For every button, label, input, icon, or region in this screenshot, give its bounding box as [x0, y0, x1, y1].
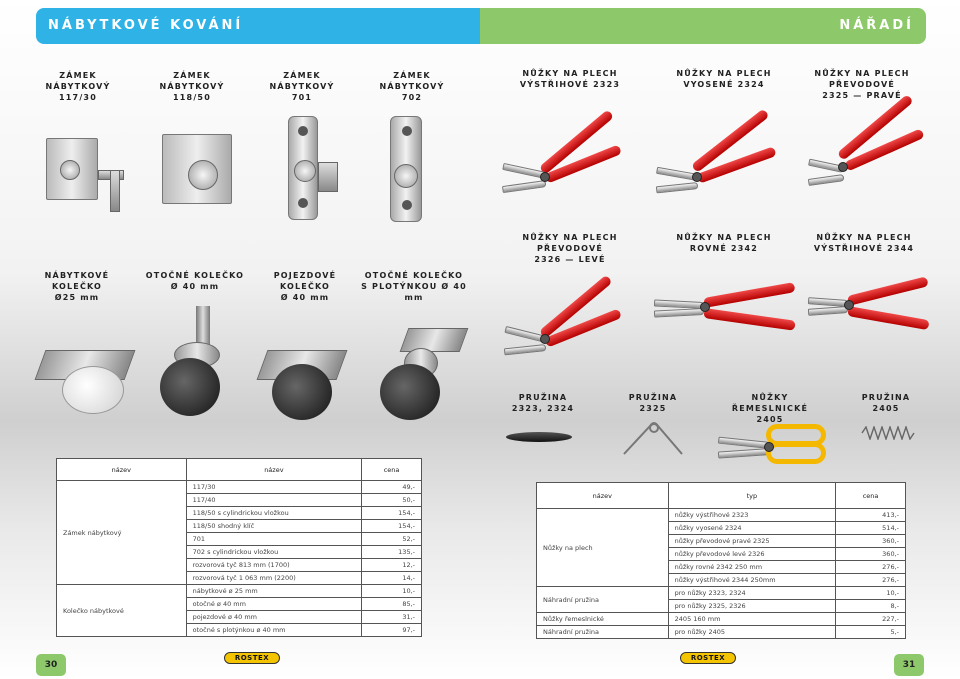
header-name: název	[537, 483, 669, 509]
shear-2324-image	[652, 108, 792, 198]
label-shear-2325: NŮŽKY NA PLECH PŘEVODOVÉ 2325 — PRAVÉ	[814, 69, 910, 100]
label-shear-2324: NŮŽKY NA PLECH VYOSENÉ 2324	[676, 69, 772, 89]
spring-2405-image	[860, 426, 916, 440]
header-subname: název	[186, 459, 361, 481]
table-row	[537, 613, 906, 626]
row-price: 12,-	[362, 559, 422, 572]
row-price: 154,-	[362, 507, 422, 520]
label-shear-2344: NŮŽKY NA PLECH VÝSTŘIHOVÉ 2344	[813, 233, 915, 253]
row-price: 276,-	[836, 574, 906, 587]
row-price: 360,-	[836, 548, 906, 561]
row-type: nůžky převodové levé 2326	[668, 548, 835, 561]
row-type: 2405 160 mm	[668, 613, 835, 626]
label-spring-2325: PRUŽINA 2325	[628, 393, 678, 413]
label-shear-2323: NŮŽKY NA PLECH VÝSTŘIHOVÉ 2323	[519, 69, 621, 89]
row-name: nábytkové ø 25 mm	[186, 585, 361, 598]
page-number-left: 30	[36, 654, 66, 676]
page-number-right: 31	[894, 654, 924, 676]
row-name: otočné ø 40 mm	[186, 598, 361, 611]
banner-left-title: NÁBYTKOVÉ KOVÁNÍ	[48, 18, 244, 33]
label-lock-701: ZÁMEK NÁBYTKOVÝ 701	[269, 71, 335, 102]
row-name: rozvorová tyč 813 mm (1700)	[186, 559, 361, 572]
label-spring-2405: PRUŽINA 2405	[861, 393, 911, 413]
row-price: 52,-	[362, 533, 422, 546]
row-price: 10,-	[362, 585, 422, 598]
row-name: 117/40	[186, 494, 361, 507]
row-type: nůžky výstřihové 2344 250mm	[668, 574, 835, 587]
label-caster-plate-40: OTOČNÉ KOLEČKO S PLOTÝNKOU Ø 40 mm	[361, 271, 467, 302]
row-type: nůžky rovné 2342 250 mm	[668, 561, 835, 574]
row-name: 701	[186, 533, 361, 546]
craft-shear-2405-image	[716, 418, 832, 474]
lock-118-50-image	[158, 130, 238, 220]
label-caster-25: NÁBYTKOVÉ KOLEČKO Ø25 mm	[44, 271, 110, 302]
header-price: cena	[836, 483, 906, 509]
row-price: 85,-	[362, 598, 422, 611]
row-price: 49,-	[362, 481, 422, 494]
table-row	[57, 585, 422, 598]
row-price: 50,-	[362, 494, 422, 507]
row-name: 702 s cylindrickou vložkou	[186, 546, 361, 559]
row-type: pro nůžky 2405	[668, 626, 835, 639]
banner-right-title: NÁŘADÍ	[839, 18, 914, 33]
row-price: 135,-	[362, 546, 422, 559]
row-name: 118/50 shodný klíč	[186, 520, 361, 533]
group-craft-shears: Nůžky řemeslnické	[537, 613, 669, 626]
rostex-logo-right: ROSTEX	[680, 652, 736, 664]
label-spring-2323: PRUŽINA 2323, 2324	[511, 393, 575, 413]
label-lock-117-30: ZÁMEK NÁBYTKOVÝ 117/30	[45, 71, 111, 102]
lock-702-image	[384, 114, 444, 224]
row-price: 514,-	[836, 522, 906, 535]
row-price: 154,-	[362, 520, 422, 533]
row-price: 5,-	[836, 626, 906, 639]
group-lock: Zámek nábytkový	[57, 481, 187, 585]
row-price: 360,-	[836, 535, 906, 548]
row-price: 413,-	[836, 509, 906, 522]
tools-price-table	[536, 482, 906, 639]
row-price: 8,-	[836, 600, 906, 613]
row-type: nůžky převodové pravé 2325	[668, 535, 835, 548]
label-shear-2342: NŮŽKY NA PLECH ROVNÉ 2342	[676, 233, 772, 253]
header-price: cena	[362, 459, 422, 481]
caster-fixed-40-image	[256, 346, 346, 420]
shear-2342-image	[652, 270, 802, 340]
group-caster: Kolečko nábytkové	[57, 585, 187, 637]
group-spare-spring-2405: Náhradní pružina	[537, 626, 669, 639]
row-type: pro nůžky 2325, 2326	[668, 600, 835, 613]
table-row	[57, 481, 422, 494]
row-type: nůžky výstřihové 2323	[668, 509, 835, 522]
shear-2344-image	[806, 270, 936, 340]
group-shears: Nůžky na plech	[537, 509, 669, 587]
header-type: typ	[668, 483, 835, 509]
caster-25-image	[36, 346, 136, 416]
spring-2325-image	[620, 418, 686, 458]
banner-tools	[480, 8, 926, 44]
shear-2325-image	[806, 100, 936, 192]
label-craft-shear-2405: NŮŽKY ŘEMESLNICKÉ 2405	[731, 393, 809, 424]
caster-swivel-40-image	[154, 306, 234, 416]
group-spare-spring: Náhradní pružina	[537, 587, 669, 613]
row-price: 227,-	[836, 613, 906, 626]
row-type: pro nůžky 2323, 2324	[668, 587, 835, 600]
row-name: pojezdové ø 40 mm	[186, 611, 361, 624]
caster-plate-40-image	[374, 326, 470, 422]
row-name: 118/50 s cylindrickou vložkou	[186, 507, 361, 520]
row-name: rozvorová tyč 1 063 mm (2200)	[186, 572, 361, 585]
label-caster-fixed-40: POJEZDOVÉ KOLEČKO Ø 40 mm	[273, 271, 337, 302]
shear-2326-image	[500, 270, 640, 360]
row-price: 14,-	[362, 572, 422, 585]
furniture-price-table	[56, 458, 422, 637]
row-type: nůžky vyosené 2324	[668, 522, 835, 535]
banner-furniture-hardware	[36, 8, 480, 44]
spring-2323-image	[506, 432, 572, 442]
row-price: 276,-	[836, 561, 906, 574]
lock-701-image	[284, 114, 344, 224]
row-price: 97,-	[362, 624, 422, 637]
shear-2323-image	[500, 108, 640, 198]
row-price: 10,-	[836, 587, 906, 600]
row-price: 31,-	[362, 611, 422, 624]
table-row	[537, 587, 906, 600]
row-name: otočné s plotýnkou ø 40 mm	[186, 624, 361, 637]
header-name: název	[57, 459, 187, 481]
label-lock-118-50: ZÁMEK NÁBYTKOVÝ 118/50	[159, 71, 225, 102]
table-row	[537, 626, 906, 639]
label-caster-swivel-40: OTOČNÉ KOLEČKO Ø 40 mm	[145, 271, 245, 291]
table-row	[537, 509, 906, 522]
row-name: 117/30	[186, 481, 361, 494]
rostex-logo-left: ROSTEX	[224, 652, 280, 664]
label-shear-2326: NŮŽKY NA PLECH PŘEVODOVÉ 2326 — LEVÉ	[522, 233, 618, 264]
lock-117-30-image	[38, 130, 128, 220]
label-lock-702: ZÁMEK NÁBYTKOVÝ 702	[379, 71, 445, 102]
